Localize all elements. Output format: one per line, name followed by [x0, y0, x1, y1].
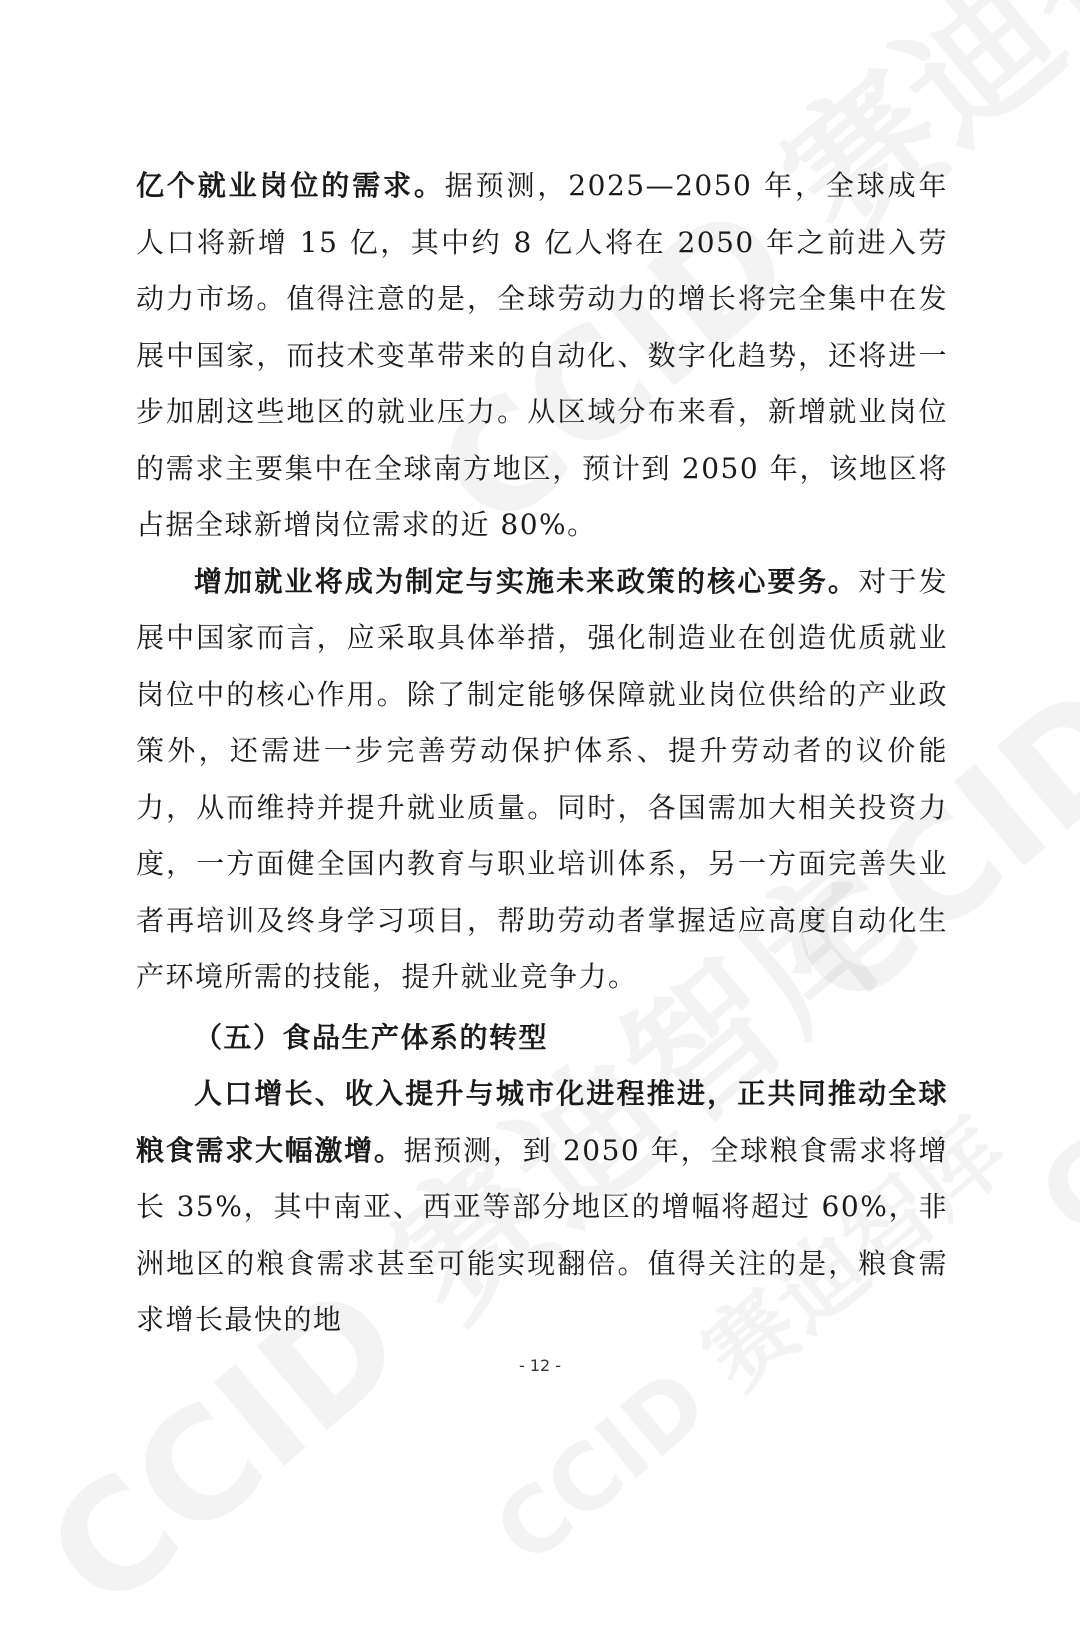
paragraph-text: 对于发展中国家而言，应采取具体举措，强化制造业在创造优质就业岗位中的核心作用。除了制定能够保障就业岗位供给的产业政策外，还需进一步完善劳动保护体系、提升劳动者的议价能力，从而维持并提升就业质量。同时，各国需加大相关投资力度，一方面健全国内教育与职业培训体系，另一方面完善失业者再培训及终身学习项目，帮助劳动者掌握适应高度自动化生产环境所需的技能，提升就业竞争力。 [136, 564, 948, 993]
section-heading: （五）食品生产体系的转型 [194, 1020, 549, 1054]
paragraph-text: 据预测，到 2050 年，全球粮食需求将增长 35%，其中南亚、西亚等部分地区的增幅将超过 60%，非洲地区的粮食需求甚至可能实现翻倍。值得关注的是，粮食需求增长最快的地 [136, 1133, 948, 1336]
paragraph-text: 据预测，2025—2050 年，全球成年人口将新增 15 亿，其中约 8 亿人将在 2050 年之前进入劳动力市场。值得注意的是，全球劳动力的增长将完全集中在发展中国家，而技术变革带来的自动化、数字化趋势，还将进一步加剧这些地区的就业压力。从区域分布来看，新增就业岗位的需求主要集中在全球南方地区，预计到 2050 年，该地区将占据全球新增岗位需求的近 80%。 [136, 169, 948, 541]
paragraph-lead: 人口增长、收入提升与城市化进程推进，正共同推动全球粮食需求大幅激增。 [136, 1077, 948, 1167]
paragraph-employment-policy [136, 554, 948, 1006]
paragraph-food-demand [136, 1066, 948, 1349]
watermark [1000, 650, 1080, 1267]
paragraph-lead: 亿个就业岗位的需求。 [136, 169, 445, 202]
document-body [136, 158, 948, 1349]
page-number: - 12 - [518, 1356, 562, 1375]
paragraph-lead: 增加就业将成为制定与实施未来政策的核心要务。 [194, 564, 859, 598]
paragraph-employment-demand [136, 158, 948, 554]
